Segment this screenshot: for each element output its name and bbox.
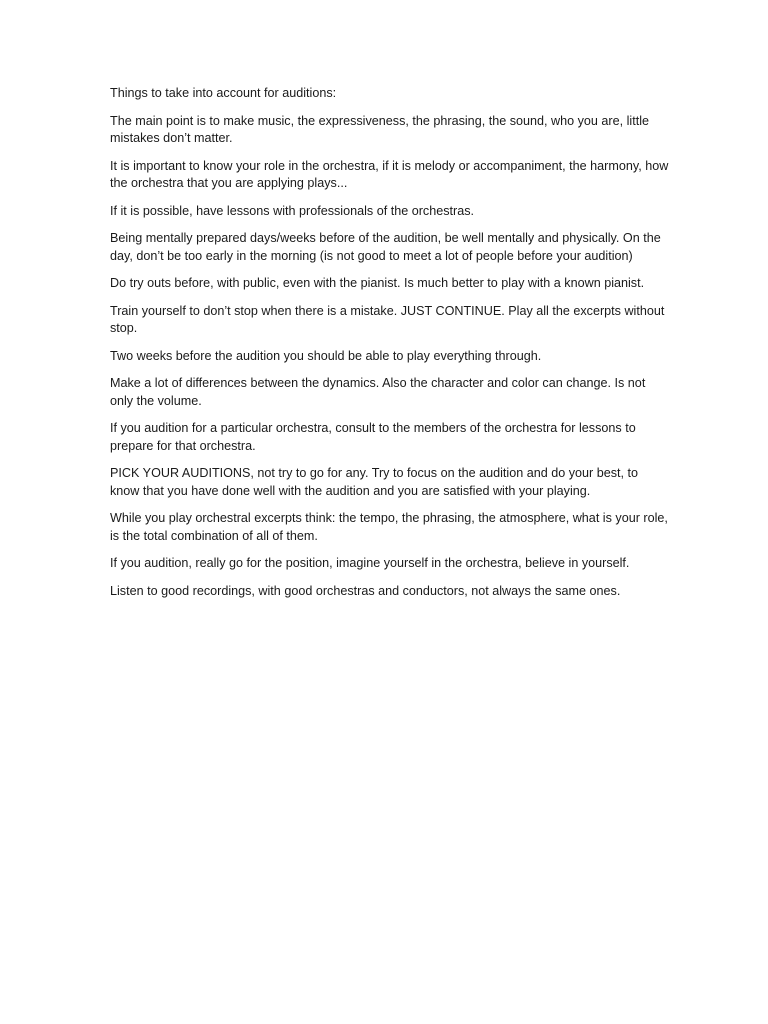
paragraph-13: Listen to good recordings, with good orchestras and conductors, not always the same ones. bbox=[110, 583, 621, 598]
paragraph-9: If you audition for a particular orchestra, consult to the members of the orchestra for lessons to prepare for that orchestra. bbox=[110, 421, 636, 453]
paragraph-5: Do try outs before, with public, even with the pianist. Is much better to play with a known pianist. bbox=[110, 276, 645, 290]
document-heading: Things to take into account for auditions: bbox=[110, 86, 337, 100]
paragraph-11: While you play orchestral excerpts think: the tempo, the phrasing, the atmosphere, what is your role, is the total combination of all of them. bbox=[110, 511, 668, 543]
paragraph-7: Two weeks before the audition you should be able to play everything through. bbox=[110, 348, 542, 363]
paragraph-6: Train yourself to don’t stop when there is a mistake. JUST CONTINUE. Play all the excerpts without stop. bbox=[110, 303, 665, 335]
paragraph-8: Make a lot of differences between the dynamics. Also the character and color can change. Is not only the volume. bbox=[110, 376, 646, 408]
document-page bbox=[110, 85, 670, 610]
paragraph-10: PICK YOUR AUDITIONS, not try to go for any. Try to focus on the audition and do your best, to know that you have done well with the audition and you are satisfied with your playing. bbox=[110, 466, 639, 498]
paragraph-4: Being mentally prepared days/weeks before of the audition, be well mentally and physically. On the day, don’t be too early in the morning (is not good to meet a lot of people before your audition) bbox=[110, 231, 661, 263]
paragraph-12: If you audition, really go for the position, imagine yourself in the orchestra, believe in yourself. bbox=[110, 556, 630, 570]
paragraph-3: If it is possible, have lessons with professionals of the orchestras. bbox=[110, 203, 474, 218]
paragraph-1: The main point is to make music, the expressiveness, the phrasing, the sound, who you are, little mistakes don’t matter. bbox=[110, 113, 650, 145]
paragraph-2: It is important to know your role in the orchestra, if it is melody or accompaniment, the harmony, how the orchestra that you are applying plays... bbox=[110, 158, 669, 190]
